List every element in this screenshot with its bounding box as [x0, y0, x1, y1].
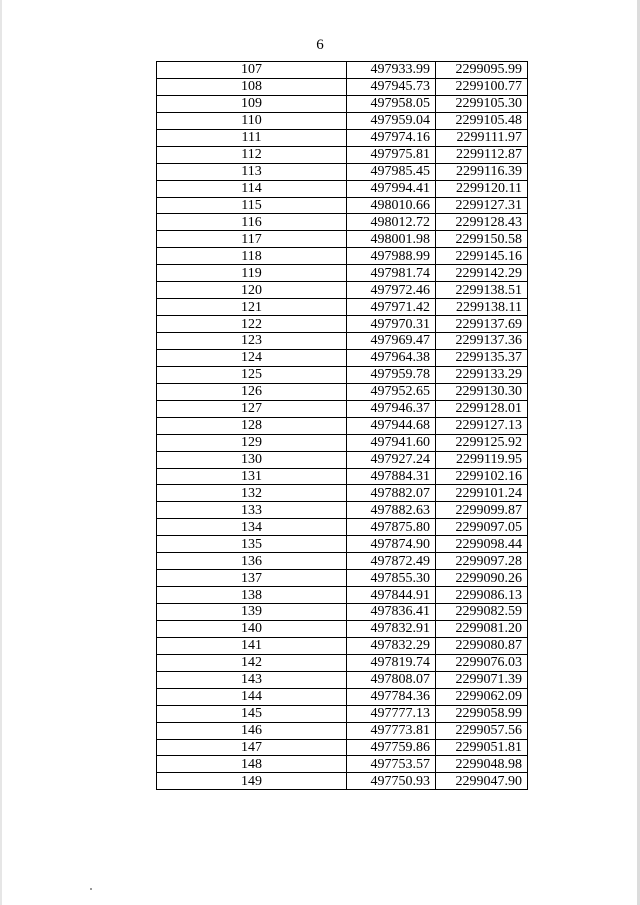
- point-number-cell: 115: [157, 197, 347, 214]
- x-coordinate-cell: 497941.60: [347, 434, 436, 451]
- x-coordinate-cell: 497872.49: [347, 553, 436, 570]
- y-coordinate-cell: 2299098.44: [436, 536, 528, 553]
- x-coordinate-cell: 497875.80: [347, 519, 436, 536]
- point-number-cell: 136: [157, 553, 347, 570]
- table-row: [157, 756, 528, 773]
- y-coordinate-cell: 2299081.20: [436, 620, 528, 637]
- x-coordinate-cell: 497970.31: [347, 316, 436, 333]
- table-row: [157, 536, 528, 553]
- y-coordinate-cell: 2299048.98: [436, 756, 528, 773]
- x-coordinate-cell: 497773.81: [347, 722, 436, 739]
- y-coordinate-cell: 2299062.09: [436, 688, 528, 705]
- point-number-cell: 109: [157, 95, 347, 112]
- point-number-cell: 118: [157, 248, 347, 265]
- x-coordinate-cell: 497844.91: [347, 587, 436, 604]
- table-row: [157, 570, 528, 587]
- scan-speck: [90, 888, 92, 890]
- y-coordinate-cell: 2299086.13: [436, 587, 528, 604]
- x-coordinate-cell: 497975.81: [347, 146, 436, 163]
- y-coordinate-cell: 2299099.87: [436, 502, 528, 519]
- y-coordinate-cell: 2299051.81: [436, 739, 528, 756]
- y-coordinate-cell: 2299135.37: [436, 349, 528, 366]
- point-number-cell: 140: [157, 620, 347, 637]
- point-number-cell: 127: [157, 400, 347, 417]
- table-row: [157, 637, 528, 654]
- point-number-cell: 142: [157, 654, 347, 671]
- x-coordinate-cell: 497753.57: [347, 756, 436, 773]
- point-number-cell: 138: [157, 587, 347, 604]
- y-coordinate-cell: 2299119.95: [436, 451, 528, 468]
- y-coordinate-cell: 2299097.05: [436, 519, 528, 536]
- x-coordinate-cell: 497945.73: [347, 78, 436, 95]
- x-coordinate-cell: 497974.16: [347, 129, 436, 146]
- x-coordinate-cell: 497959.78: [347, 366, 436, 383]
- table-row: [157, 129, 528, 146]
- table-row: [157, 180, 528, 197]
- point-number-cell: 130: [157, 451, 347, 468]
- point-number-cell: 139: [157, 604, 347, 621]
- table-row: [157, 502, 528, 519]
- table-row: [157, 705, 528, 722]
- y-coordinate-cell: 2299105.30: [436, 95, 528, 112]
- point-number-cell: 112: [157, 146, 347, 163]
- point-number-cell: 137: [157, 570, 347, 587]
- point-number-cell: 132: [157, 485, 347, 502]
- y-coordinate-cell: 2299128.01: [436, 400, 528, 417]
- table-row: [157, 739, 528, 756]
- y-coordinate-cell: 2299100.77: [436, 78, 528, 95]
- y-coordinate-cell: 2299105.48: [436, 112, 528, 129]
- y-coordinate-cell: 2299128.43: [436, 214, 528, 231]
- table-row: [157, 773, 528, 790]
- y-coordinate-cell: 2299137.36: [436, 333, 528, 350]
- x-coordinate-cell: 497985.45: [347, 163, 436, 180]
- point-number-cell: 116: [157, 214, 347, 231]
- table-row: [157, 722, 528, 739]
- table-row: [157, 383, 528, 400]
- x-coordinate-cell: 497952.65: [347, 383, 436, 400]
- x-coordinate-cell: 497971.42: [347, 299, 436, 316]
- table-row: [157, 688, 528, 705]
- y-coordinate-cell: 2299138.51: [436, 282, 528, 299]
- page-edge-left: [0, 0, 2, 905]
- x-coordinate-cell: 497988.99: [347, 248, 436, 265]
- table-row: [157, 468, 528, 485]
- y-coordinate-cell: 2299137.69: [436, 316, 528, 333]
- x-coordinate-cell: 497832.91: [347, 620, 436, 637]
- y-coordinate-cell: 2299130.30: [436, 383, 528, 400]
- point-number-cell: 146: [157, 722, 347, 739]
- x-coordinate-cell: 497972.46: [347, 282, 436, 299]
- point-number-cell: 145: [157, 705, 347, 722]
- table-row: [157, 333, 528, 350]
- x-coordinate-cell: 497933.99: [347, 62, 436, 79]
- y-coordinate-cell: 2299125.92: [436, 434, 528, 451]
- y-coordinate-cell: 2299090.26: [436, 570, 528, 587]
- table-row: [157, 265, 528, 282]
- x-coordinate-cell: 497874.90: [347, 536, 436, 553]
- y-coordinate-cell: 2299142.29: [436, 265, 528, 282]
- table-row: [157, 671, 528, 688]
- y-coordinate-cell: 2299111.97: [436, 129, 528, 146]
- point-number-cell: 147: [157, 739, 347, 756]
- table-row: [157, 400, 528, 417]
- y-coordinate-cell: 2299095.99: [436, 62, 528, 79]
- point-number-cell: 114: [157, 180, 347, 197]
- y-coordinate-cell: 2299101.24: [436, 485, 528, 502]
- point-number-cell: 126: [157, 383, 347, 400]
- point-number-cell: 113: [157, 163, 347, 180]
- point-number-cell: 111: [157, 129, 347, 146]
- y-coordinate-cell: 2299150.58: [436, 231, 528, 248]
- point-number-cell: 144: [157, 688, 347, 705]
- x-coordinate-cell: 498010.66: [347, 197, 436, 214]
- table-row: [157, 197, 528, 214]
- table-row: [157, 163, 528, 180]
- y-coordinate-cell: 2299127.31: [436, 197, 528, 214]
- table-row: [157, 519, 528, 536]
- point-number-cell: 124: [157, 349, 347, 366]
- y-coordinate-cell: 2299102.16: [436, 468, 528, 485]
- table-row: [157, 349, 528, 366]
- table-row: [157, 316, 528, 333]
- point-number-cell: 123: [157, 333, 347, 350]
- table-row: [157, 451, 528, 468]
- point-number-cell: 117: [157, 231, 347, 248]
- x-coordinate-cell: 497946.37: [347, 400, 436, 417]
- y-coordinate-cell: 2299112.87: [436, 146, 528, 163]
- point-number-cell: 148: [157, 756, 347, 773]
- table-row: [157, 282, 528, 299]
- x-coordinate-cell: 497759.86: [347, 739, 436, 756]
- point-number-cell: 107: [157, 62, 347, 79]
- point-number-cell: 125: [157, 366, 347, 383]
- x-coordinate-cell: 497855.30: [347, 570, 436, 587]
- y-coordinate-cell: 2299133.29: [436, 366, 528, 383]
- point-number-cell: 119: [157, 265, 347, 282]
- x-coordinate-cell: 497927.24: [347, 451, 436, 468]
- table-row: [157, 112, 528, 129]
- table-row: [157, 366, 528, 383]
- x-coordinate-cell: 497750.93: [347, 773, 436, 790]
- point-number-cell: 134: [157, 519, 347, 536]
- y-coordinate-cell: 2299071.39: [436, 671, 528, 688]
- x-coordinate-cell: 497959.04: [347, 112, 436, 129]
- point-number-cell: 128: [157, 417, 347, 434]
- x-coordinate-cell: 497777.13: [347, 705, 436, 722]
- x-coordinate-cell: 497882.63: [347, 502, 436, 519]
- table-row: [157, 95, 528, 112]
- x-coordinate-cell: 497884.31: [347, 468, 436, 485]
- table-row: [157, 553, 528, 570]
- point-number-cell: 149: [157, 773, 347, 790]
- table-row: [157, 62, 528, 79]
- y-coordinate-cell: 2299080.87: [436, 637, 528, 654]
- table-row: [157, 620, 528, 637]
- table-row: [157, 654, 528, 671]
- point-number-cell: 135: [157, 536, 347, 553]
- y-coordinate-cell: 2299047.90: [436, 773, 528, 790]
- y-coordinate-cell: 2299116.39: [436, 163, 528, 180]
- x-coordinate-cell: 497969.47: [347, 333, 436, 350]
- point-number-cell: 131: [157, 468, 347, 485]
- y-coordinate-cell: 2299076.03: [436, 654, 528, 671]
- y-coordinate-cell: 2299138.11: [436, 299, 528, 316]
- y-coordinate-cell: 2299097.28: [436, 553, 528, 570]
- page-number: 6: [316, 37, 324, 53]
- table-row: [157, 78, 528, 95]
- table-row: [157, 417, 528, 434]
- table-row: [157, 434, 528, 451]
- point-number-cell: 120: [157, 282, 347, 299]
- y-coordinate-cell: 2299145.16: [436, 248, 528, 265]
- x-coordinate-cell: 497981.74: [347, 265, 436, 282]
- y-coordinate-cell: 2299120.11: [436, 180, 528, 197]
- point-number-cell: 121: [157, 299, 347, 316]
- point-number-cell: 108: [157, 78, 347, 95]
- x-coordinate-cell: 497964.38: [347, 349, 436, 366]
- y-coordinate-cell: 2299058.99: [436, 705, 528, 722]
- x-coordinate-cell: 497819.74: [347, 654, 436, 671]
- x-coordinate-cell: 498012.72: [347, 214, 436, 231]
- coordinates-table: [156, 61, 528, 790]
- table-row: [157, 485, 528, 502]
- x-coordinate-cell: 498001.98: [347, 231, 436, 248]
- point-number-cell: 129: [157, 434, 347, 451]
- x-coordinate-cell: 497832.29: [347, 637, 436, 654]
- table-row: [157, 248, 528, 265]
- x-coordinate-cell: 497808.07: [347, 671, 436, 688]
- point-number-cell: 141: [157, 637, 347, 654]
- table-row: [157, 231, 528, 248]
- coordinates-table-body: [157, 62, 528, 790]
- table-row: [157, 299, 528, 316]
- x-coordinate-cell: 497994.41: [347, 180, 436, 197]
- point-number-cell: 110: [157, 112, 347, 129]
- y-coordinate-cell: 2299127.13: [436, 417, 528, 434]
- table-row: [157, 587, 528, 604]
- x-coordinate-cell: 497882.07: [347, 485, 436, 502]
- x-coordinate-cell: 497784.36: [347, 688, 436, 705]
- table-row: [157, 146, 528, 163]
- y-coordinate-cell: 2299057.56: [436, 722, 528, 739]
- x-coordinate-cell: 497944.68: [347, 417, 436, 434]
- x-coordinate-cell: 497836.41: [347, 604, 436, 621]
- x-coordinate-cell: 497958.05: [347, 95, 436, 112]
- point-number-cell: 133: [157, 502, 347, 519]
- y-coordinate-cell: 2299082.59: [436, 604, 528, 621]
- table-row: [157, 604, 528, 621]
- table-row: [157, 214, 528, 231]
- point-number-cell: 122: [157, 316, 347, 333]
- point-number-cell: 143: [157, 671, 347, 688]
